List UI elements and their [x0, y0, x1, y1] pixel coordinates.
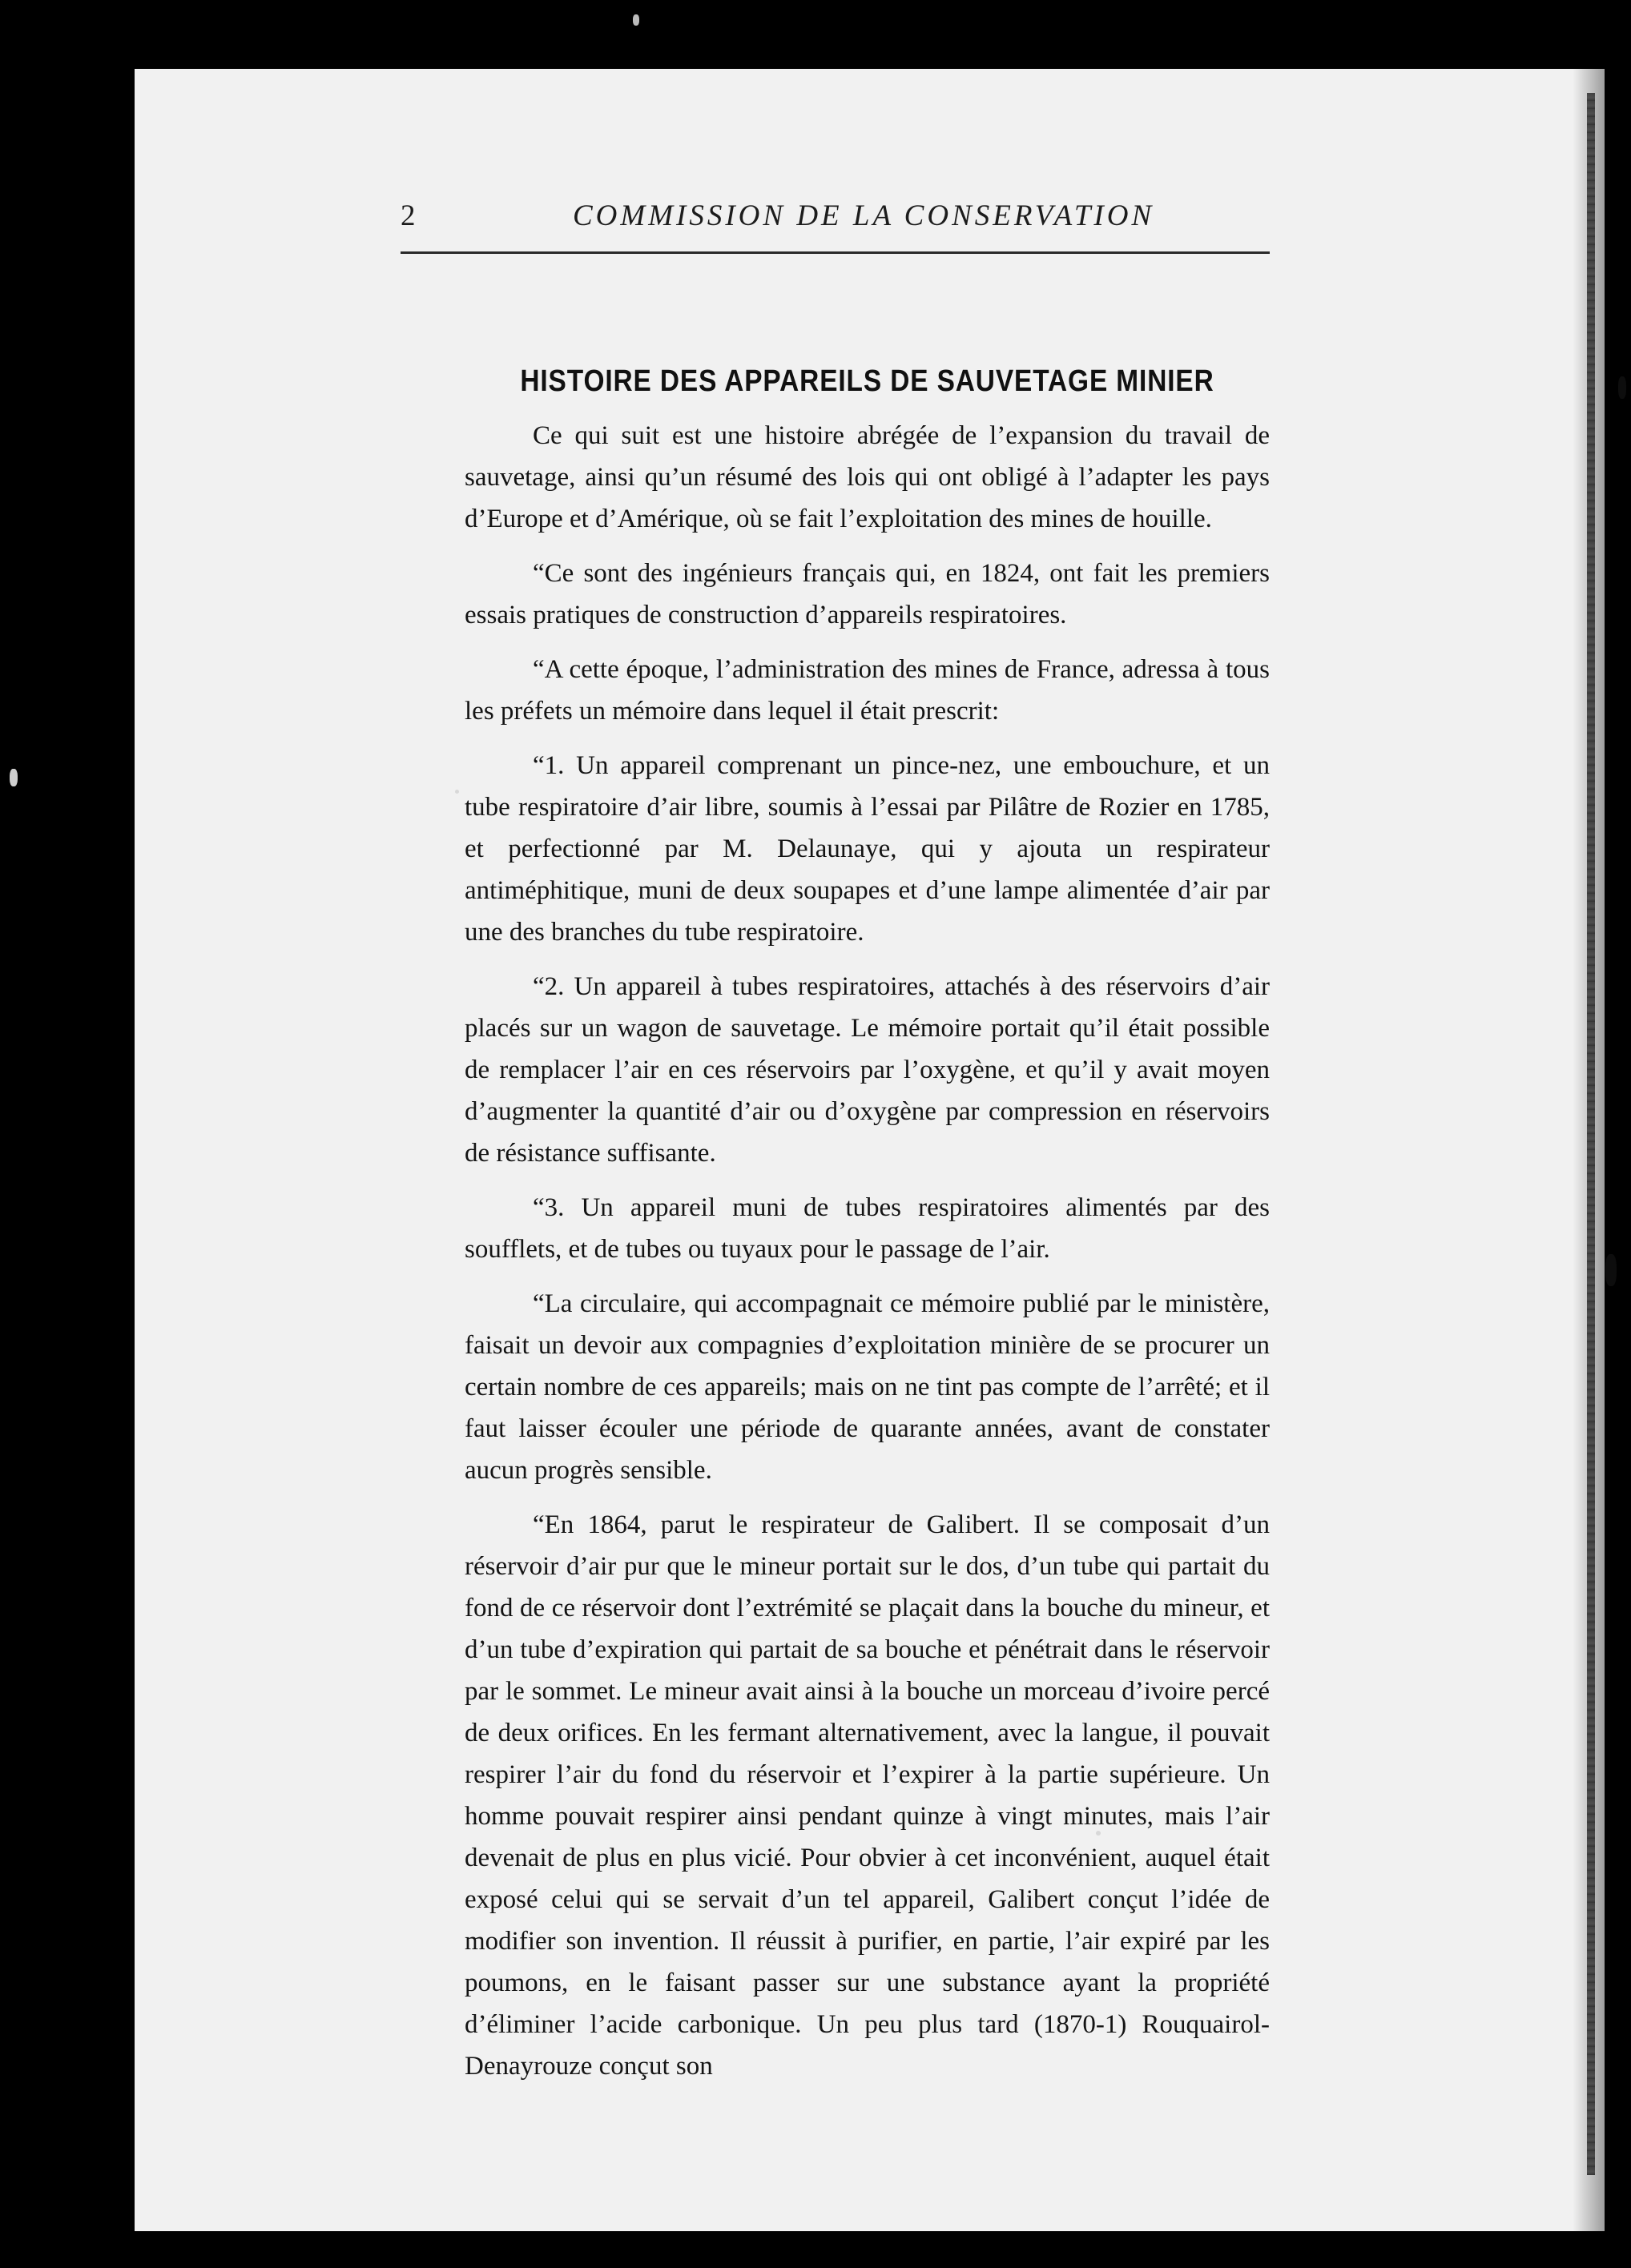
paragraph: “3. Un appareil muni de tubes respiratoires alimentés par des soufflets, et de tubes ou tuyaux pour le passage de l’air. [465, 1193, 1270, 1264]
right-margin-mark [1618, 376, 1626, 399]
scan-speck [455, 790, 459, 794]
paragraph: “A cette époque, l’administration des mines de France, adressa à tous les préfets un mémoire dans lequel il était prescrit: [465, 655, 1270, 726]
article-title: HISTOIRE DES APPAREILS DE SAUVETAGE MINIER [520, 364, 1214, 398]
paragraph: “2. Un appareil à tubes respiratoires, attachés à des réservoirs d’air placés sur un wagon de sauvetage. Le mémoire portait qu’il était possible de remplacer l’air en ces réservoirs par l’oxygène, et qu’il y avait moyen d’augmenter la quantité d’air ou d’oxygène par compression en réservoirs de résistance suffisante. [465, 972, 1270, 1168]
running-title: COMMISSION DE LA CONSERVATION [573, 199, 1155, 232]
header-rule [401, 251, 1270, 254]
page-binding-edge [1587, 93, 1595, 2175]
paragraph: Ce qui suit est une histoire abrégée de l’expansion du travail de sauvetage, ainsi qu’un résumé des lois qui ont obligé à l’adapter les pays d’Europe et d’Amérique, où se fait l’exploitation des mines de houille. [465, 421, 1270, 533]
top-margin-mark [633, 14, 639, 26]
page-number: 2 [401, 199, 416, 232]
paragraph: “Ce sont des ingénieurs français qui, en 1824, ont fait les premiers essais pratiques de construction d’appareils respiratoires. [465, 559, 1270, 629]
left-margin-mark [10, 769, 18, 786]
paragraph: “En 1864, parut le respirateur de Galibert. Il se composait d’un réservoir d’air pur que le mineur portait sur le dos, d’un tube qui partait du fond de ce réservoir dont l’extrémité se plaçait dans la bouche du mineur, et d’un tube d’expiration qui partait de sa bouche et pénétrait dans le réservoir par le sommet. Le mineur avait ainsi à la bouche un morceau d’ivoire percé de deux orifices. En les fermant alternativement, avec la langue, il pouvait respirer l’air du fond du réservoir et l’expirer à la partie supérieure. Un homme pouvait respirer ainsi pendant quinze à vingt minutes, mais l’air devenait de plus en plus vicié. Pour obvier à cet inconvénient, auquel était exposé celui qui se servait d’un tel appareil, Galibert conçut l’idée de modifier son invention. Il réussit à purifier, en partie, l’air expiré par les poumons, en le faisant passer sur une substance ayant la propriété d’éliminer l’acide carbonique. Un peu plus tard (1870-1) Rouquairol-Denayrouze conçut son [465, 1510, 1270, 2081]
article-body [465, 364, 1270, 2100]
page-header [401, 197, 1270, 235]
paragraph: “1. Un appareil comprenant un pince-nez, une embouchure, et un tube respiratoire d’air libre, soumis à l’essai par Pilâtre de Rozier en 1785, et perfectionné par M. Delaunaye, qui y ajouta un respirateur antiméphitique, muni de deux soupapes et d’une lampe alimentée d’air par une des branches du tube respiratoire. [465, 751, 1270, 947]
paragraph: “La circulaire, qui accompagnait ce mémoire publié par le ministère, faisait un devoir aux compagnies d’exploitation minière de se procurer un certain nombre de ces appareils; mais on ne tint pas compte de l’arrêté; et il faut laisser écouler une période de quarante années, avant de constater aucun progrès sensible. [465, 1289, 1270, 1485]
right-margin-mark [1605, 1254, 1617, 1286]
